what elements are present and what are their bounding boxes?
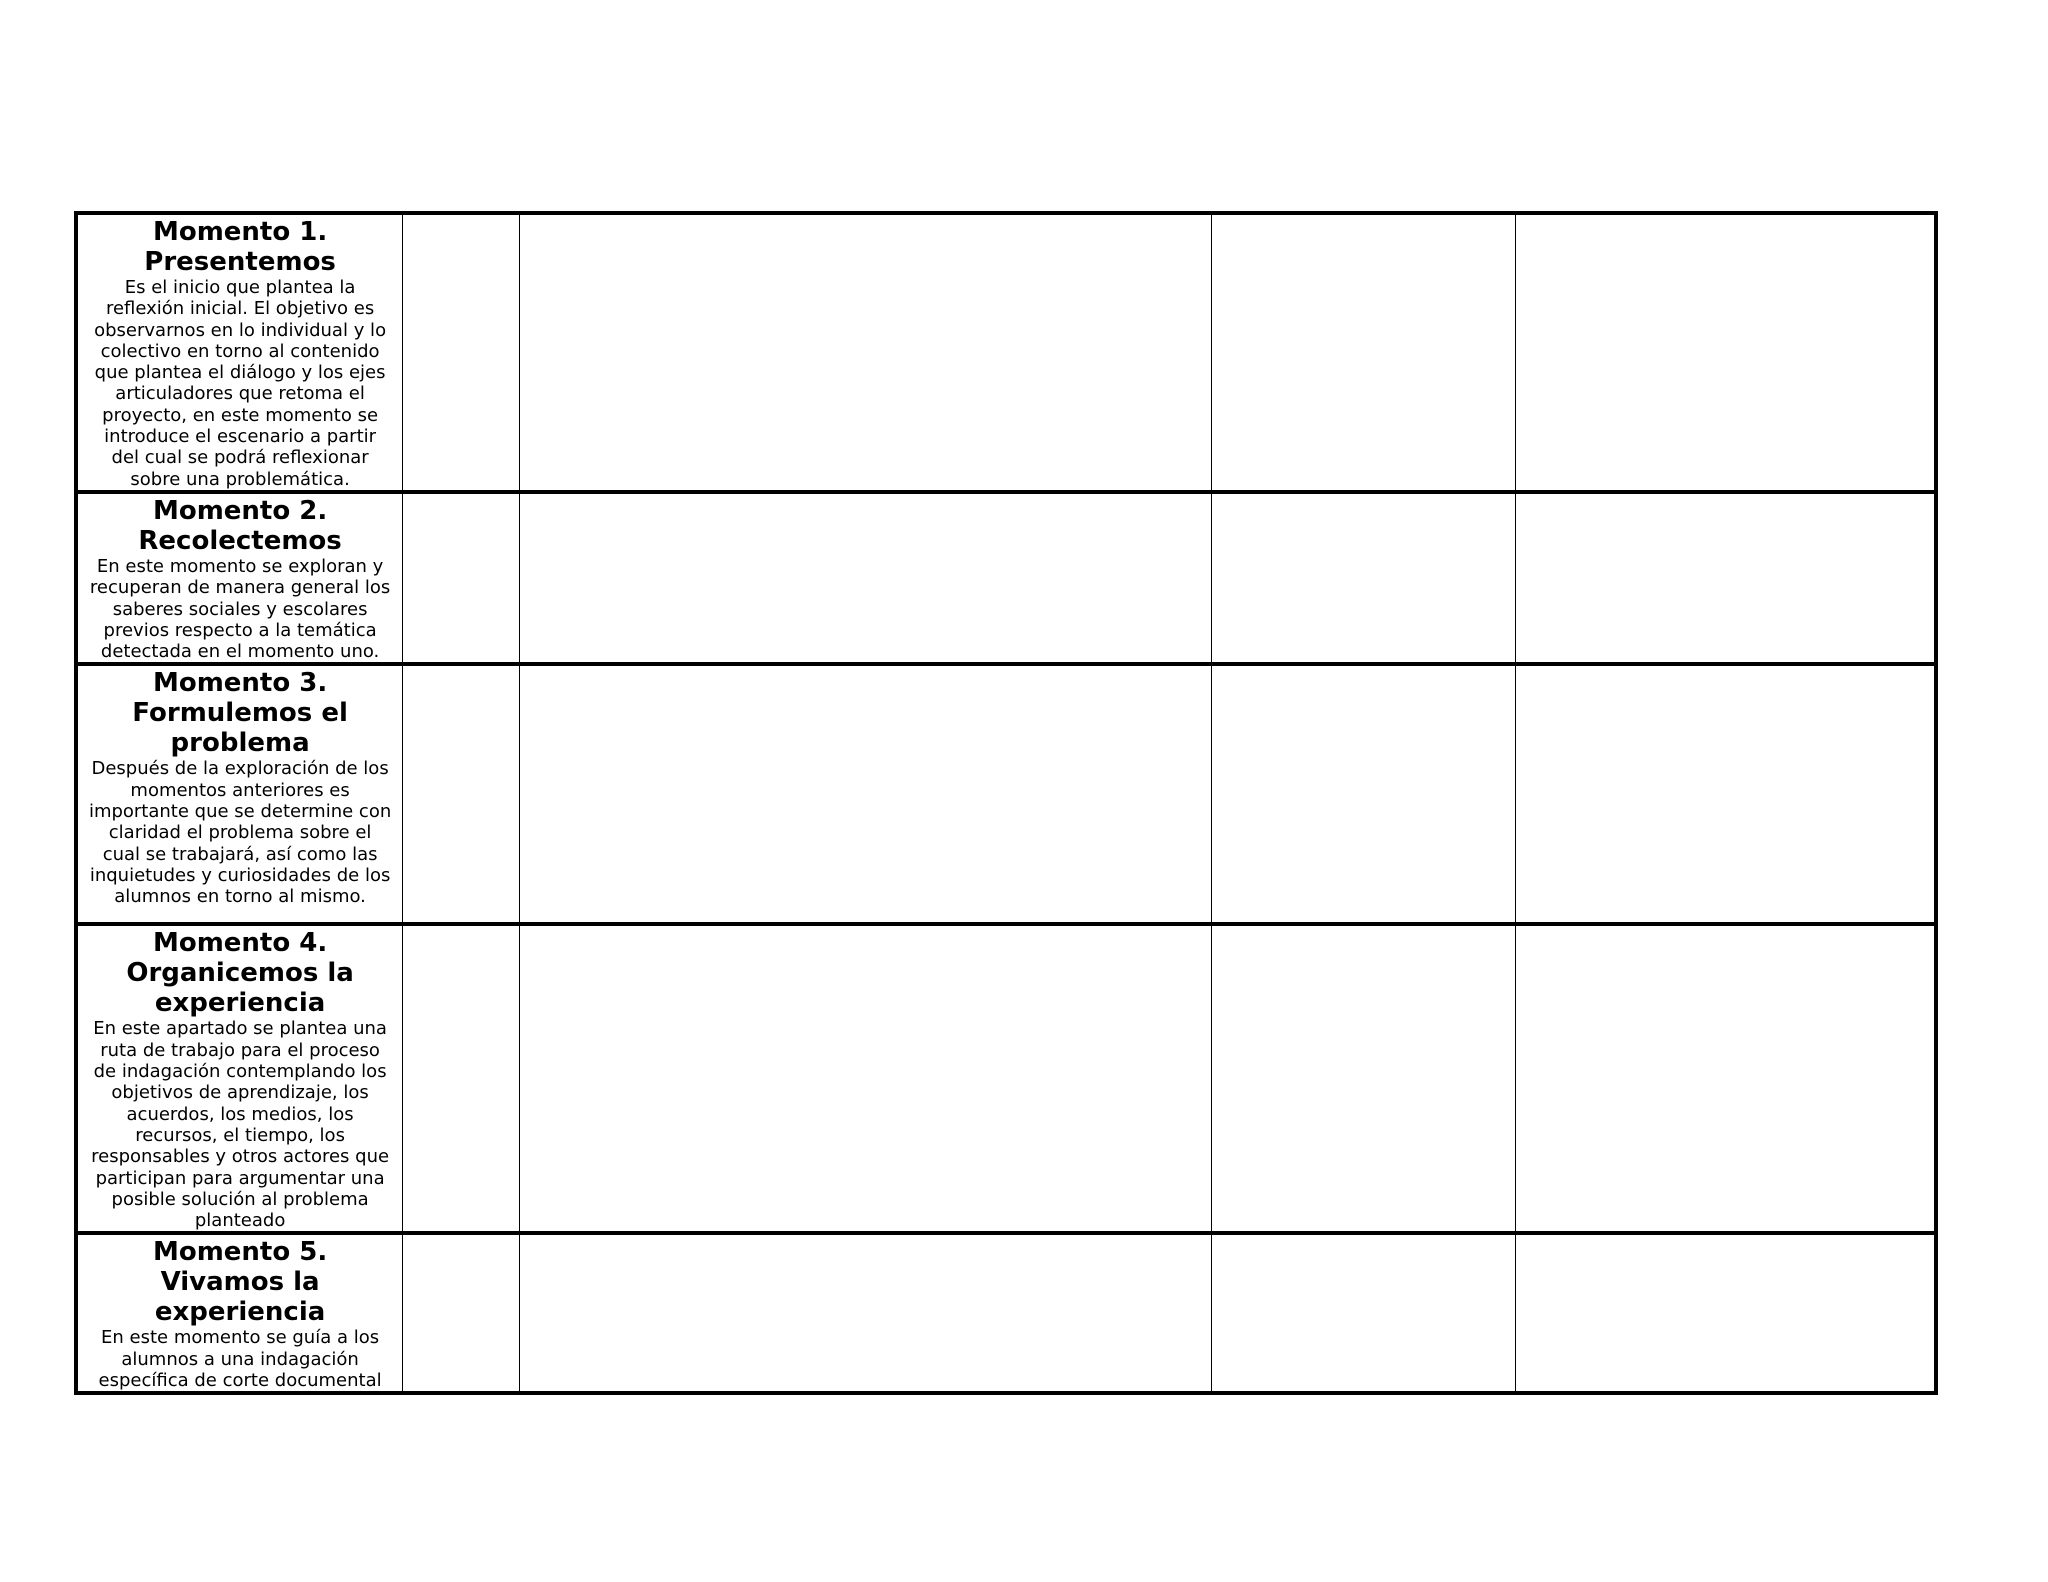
empty-cell[interactable]: [520, 492, 1211, 664]
moment-description: En este momento se exploran y recuperan de manera general los saberes sociales y escolares previos respecto a la temática detectada en el momento uno.: [89, 555, 391, 663]
empty-cell[interactable]: [1211, 924, 1515, 1233]
empty-cell[interactable]: [403, 664, 520, 924]
empty-cell[interactable]: [520, 924, 1211, 1233]
empty-cell[interactable]: [403, 213, 520, 492]
empty-cell[interactable]: [1211, 492, 1515, 664]
table-row-moment-4: [76, 924, 1936, 1233]
table-row-moment-2: [76, 492, 1936, 664]
moment-title: Momento 3. Formulemos el problema: [132, 668, 348, 759]
table-row-moment-5: [76, 1233, 1936, 1393]
empty-cell[interactable]: [520, 1233, 1211, 1393]
planning-table: [74, 211, 1938, 1395]
moment-title: Momento 4. Organicemos la experiencia: [126, 928, 354, 1019]
empty-cell[interactable]: [1211, 1233, 1515, 1393]
moment-description: En este momento se guía a los alumnos a una indagación específica de corte documental: [98, 1327, 382, 1392]
empty-cell[interactable]: [1515, 924, 1936, 1233]
moment-cell: [76, 492, 403, 664]
moment-description: Después de la exploración de los momentos anteriores es importante que se determine con claridad el problema sobre el cual se trabajará, así como las inquietudes y curiosidades de los alumnos en torno al mismo.: [88, 758, 392, 908]
empty-cell[interactable]: [403, 924, 520, 1233]
empty-cell[interactable]: [403, 1233, 520, 1393]
empty-cell[interactable]: [1515, 1233, 1936, 1393]
empty-cell[interactable]: [1211, 213, 1515, 492]
empty-cell[interactable]: [1211, 664, 1515, 924]
empty-cell[interactable]: [1515, 213, 1936, 492]
moment-cell: [76, 924, 403, 1233]
empty-cell[interactable]: [1515, 492, 1936, 664]
moment-title: Momento 5. Vivamos la experiencia: [152, 1237, 328, 1328]
empty-cell[interactable]: [1515, 664, 1936, 924]
moment-title: Momento 1. Presentemos: [144, 217, 336, 277]
empty-cell[interactable]: [520, 664, 1211, 924]
moment-cell: [76, 1233, 403, 1393]
moment-description: Es el inicio que plantea la reflexión inicial. El objetivo es observarnos en lo individual y lo colectivo en torno al contenido que plantea el diálogo y los ejes articuladores que retoma el proyecto, en este momento se introduce el escenario a partir del cual se podrá reflexionar sobre una problemática.: [94, 277, 387, 490]
empty-cell[interactable]: [520, 213, 1211, 492]
moment-title: Momento 2. Recolectemos: [138, 495, 342, 556]
table-row-moment-3: [76, 664, 1936, 924]
table-row-moment-1: [76, 213, 1936, 492]
moment-cell: [76, 213, 403, 492]
moment-description: En este apartado se plantea una ruta de trabajo para el proceso de indagación contemplando los objetivos de aprendizaje, los acuerdos, los medios, los recursos, el tiempo, los responsables y otros actores que participan para argumentar una posible solución al problema planteado: [91, 1018, 390, 1232]
moment-cell: [76, 664, 403, 924]
empty-cell[interactable]: [403, 492, 520, 664]
